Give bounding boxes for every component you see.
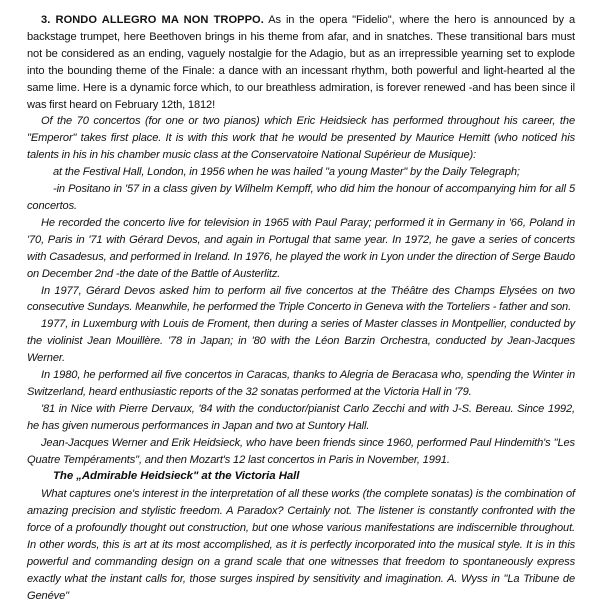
paragraph-recordings-history: He recorded the concerto live for television in 1965 with Paul Paray; performed it in Germany in '66, Poland in '70, Paris in '71 with Gérard Devos, and again in Portugal that same year. In 1972, he gave a series of concerts with Casadesus, and performed in Ireland. In 1976, he played the work in Lyon under the direction of Serge Baudo on December 2nd -the date of the Battle of Austerlitz. [27, 216, 575, 280]
movement-title: 3. RONDO ALLEGRO MA NON TROPPO. [41, 14, 264, 26]
paragraph-venue-positano: -in Positano in '57 in a class given by Wilhelm Kempff, who did him the honour of accompanying him for all 5 concertos. [27, 183, 575, 212]
movement-intro-paragraph [27, 12, 575, 113]
movement-intro-text: As in the opera "Fidelio", where the hero is announced by a backstage trumpet, here Beethoven brings in his theme from afar, and in snatches. These transitional bars must not be considered as an ending, vaguely nostalgie for the Adagio, but as an irrepressible yearning set to explode into the bounding theme of the Finale: a dance with an incessant rhythm, both powerful and light-hearted al the same lime. Here is a dynamic force which, to our breathless admiration, is forever renewed -and has been since il was first heard on February 12th, 1812! [27, 14, 575, 111]
paragraph-nice-dervaux: '81 in Nice with Pierre Dervaux, '84 with the conductor/pianist Carlo Zecchi and with J-S. Bereau. Since 1992, he has given numerous performances in Japan and two at Suntory Hall. [27, 402, 575, 432]
paragraph-venue-festival-hall: at the Festival Hall, London, in 1956 when he was hailed "a young Master" by the Daily Telegraph; [53, 166, 520, 179]
paragraph-concertos-count: Of the 70 concertos (for one or two pianos) which Eric Heidsieck has performed throughout his career, the "Emperor" takes first place. It is with this work that he would be presented by Maurice Hemitt (who noticed his talents in his in his chamber music class at the Conservatoire National Supérieur de Musique): [27, 115, 575, 162]
paragraph-critique-wyss: What captures one's interest in the interpretation of all these works (the complete sonatas) is the combination of amazing precision and stylistic freedom. A Paradox? Certainly not. The listener is constantly confronted with the force of a profoundly thought out construction, but one whose various manifestations are indiscernible throughout. In other words, this is art at its most accomplished, as it is perfectly incorporated into the musical style. It is in this powerful and commanding design on a grand scale that one witnesses that freedom to spontaneously express exactly what the instant calls for, those surges inspired by sensitivity and imagination. A. Wyss in "La Tribune de Genéve" [27, 488, 575, 602]
paragraph-1977-champs-elysees: In 1977, Gérard Devos asked him to perform ail five concertos at the Théâtre des Champs Elysées on two consecutive Sundays. Meanwhile, he performed the Triple Concerto in Geneva with the Torteliers - father and son. [27, 284, 575, 314]
paragraph-1977-luxemburg: 1977, in Luxemburg with Louis de Froment, then during a series of Master classes in Montpellier, conducted by the violinist Jean Mouillère. '78 in Japan; in '80 with the Léon Barzin Orchestra, conducted by Jean-Jacques Werner. [27, 318, 575, 365]
section-subheading-admirable-heidsieck: The „Admirable Heidsieck" at the Victoria Hall [53, 470, 300, 483]
paragraph-werner-hindemith: Jean-Jacques Werner and Erik Heidsieck, who have been friends since 1960, performed Paul Hindemith's "Les Quatre Tempéraments", and then Mozart's 12 last concertos in Paris in November, 1991. [27, 436, 575, 466]
paragraph-1980-caracas: In 1980, he performed ail five concertos in Caracas, thanks to Alegria de Beracasa who, spending the Winter in Switzerland, heard enthusiastic reports of the 32 sonatas performed at the Victoria Hall in '79. [27, 369, 575, 398]
